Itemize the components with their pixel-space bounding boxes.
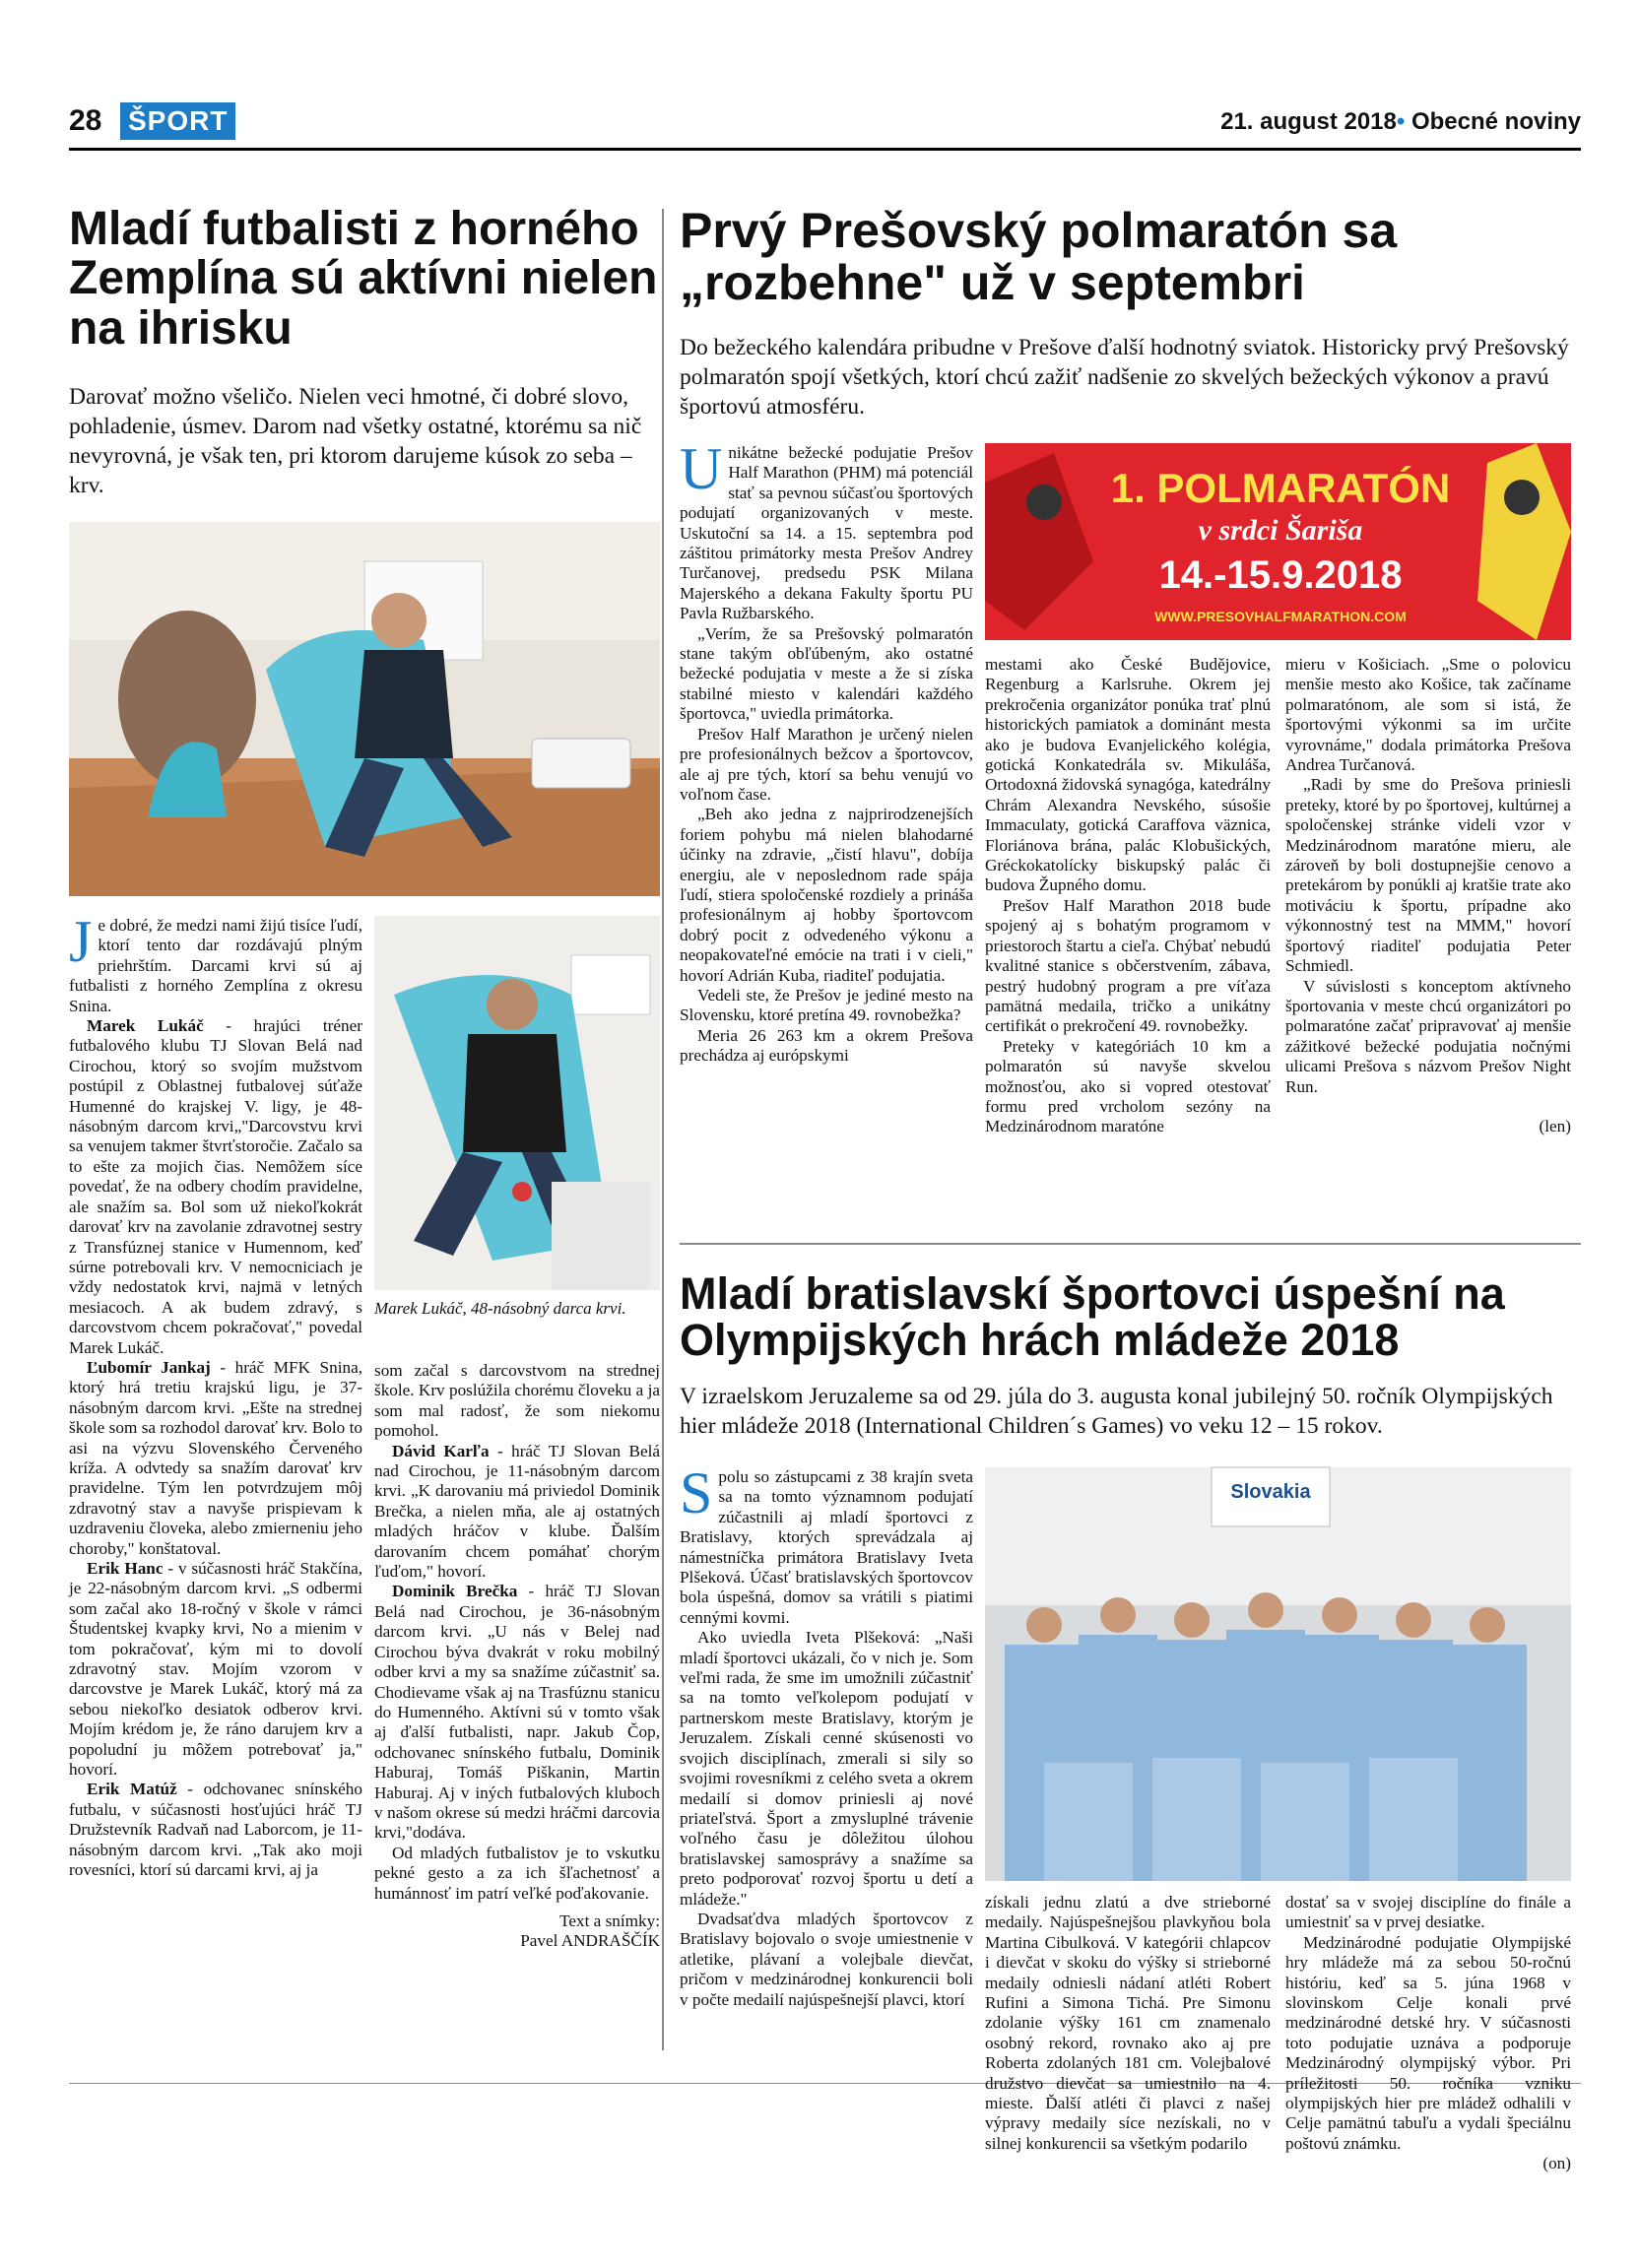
article2-title: Prvý Prešovský polmaratón sa „rozbehne" už v septembri (680, 203, 1398, 310)
article1-paragraph: som začal s darcovstvom na strednej škole. Krv poslúžila chorému človeku a ja som mal radosť, že som niekomu pomohol. (374, 1361, 660, 1441)
article2-paragraph: „Beh ako jedna z najprirodzenejších foriem pohybu má nielen blahodarné účinky na zdravie, „čistí hlavu", dobíja energiu, ale v neposlednom rade spája ľudí, stiera spoločenské rozdiely a prináša profesionálnym aj hobby športovcom dobrý pocit z odvedeného výkonu a neopakovateľné emócie na trati i v cieli," hovorí Adrián Kuba, riaditeľ podujatia. (680, 805, 973, 985)
article2-paragraph: V súvislosti s konceptom aktívneho športovania v meste chcú organizátori po polmaratóne začať pripravovať aj menšie zážitkové bežecké podujatia nočnými ulicami Prešova s názvom Prešov Night Run. (1285, 976, 1571, 1096)
page-header (69, 102, 1581, 150)
article2-column-2 (985, 655, 1271, 1221)
article2-paragraph: Prešov Half Marathon je určený nielen pre profesionálnych bežcov a športovcov, ale aj pre tých, ktorí sa behu venujú vo voľnom čase. (680, 724, 973, 804)
issue-date: 21. august 2018 (1220, 108, 1397, 135)
banner-title: 1. POLMARATÓN (1110, 465, 1451, 511)
article3-signature: (on) (1542, 2154, 1571, 2173)
polmaraton-banner (985, 443, 1571, 640)
bullet-icon: • (1396, 108, 1406, 135)
article3-lead: V izraelskom Jeruzaleme sa od 29. júla do 3. augusta konal jubilejný 50. ročník Olympijských hier mládeže 2018 (International Children´s Games) vo veku 12 – 15 rokov. (680, 1384, 1553, 1439)
banner-url: WWW.PRESOVHALFMARATHON.COM (1154, 609, 1407, 624)
article3-column-1 (680, 1460, 973, 2078)
article1-author: Pavel ANDRAŠČÍK (520, 1931, 660, 1951)
article3-paragraph: polu so zástupcami z 38 krajín sveta sa na tomto významnom podujatí zúčastnili aj mladí športovci z Bratislavy, ktorých sprevádzala aj námestníčka primátora Bratislavy Iveta Plšeková. Účasť bratislavských športovcov bola úspešná, domov sa vrátili s piatimi cennými kovmi. (680, 1467, 973, 1627)
article1-lead: Darovať možno všeličo. Nielen veci hmotné, či dobré slovo, pohladenie, úsmev. Darom nad všetky ostatné, ktorému sa nič nevyrovná, je však ten, pri ktorom darujeme kúsok zo seba – krv. (69, 384, 642, 498)
person-name: Erik Hanc (87, 1559, 164, 1578)
article1-paragraph: - hráč TJ Slovan Belá nad Cirochou, je 36-násobným darcom krvi. „U nás v Belej nad Cirochou býva dvakrát v roku mobilný odber krvi a my sa snažíme zúčastniť sa. Chodievame však aj na Trasfúznu stanicu do Humenného. Aktívni sú v tomto však aj ďalší futbalisti, napr. Jakub Čop, odchovanec snínského futbalu, Dominik Haburaj, Tomáš Piškanin, Martin Haburaj. Aj v iných futbalových kluboch v našom okrese sú medzi hráčmi darcovia krvi,"dodáva. (374, 1582, 661, 1843)
article1-paragraph: - hráč MFK Snina, ktorý hrá tretiu krajskú ligu, je 37-násobným darcom krvi. „Ešte na strednej škole som sa rozhodol darovať krv. Bolo to asi na výzvu Slovenského Červeného kríža. A odvtedy sa snažím darovať krv pravidelne. Tým len potvrdzujem môj zdravotný stav a navyše prispievam k uzdraveniu človeka, alebo zmierneniu jeho choroby," konštatoval. (69, 1357, 362, 1558)
blood-donation-photo-2 (374, 916, 660, 1290)
article3-title: Mladí bratislavskí športovci úspešní na Olympijských hrách mládeže 2018 (680, 1268, 1505, 1366)
article1-paragraph: - hrajúci tréner futbalového klubu TJ Slovan Belá nad Cirochou, ktorý so svojím mužstvom postúpil z Oblastnej futbalovej súťaže Humenné do krajskej V. ligy, je 48-násobným darcom krvi„"Darcovstvu krvi sa venujem takmer štvrťstoročie. Začalo sa to ešte za mojich čias. Nemôžem síce povedať, že na odbery chodím pravidelne, ale snažím sa. Bol som už niekoľkokrát darovať krv na zavolanie zdravotnej sestry z Transfúznej stanice v Humennom, keď súrne potrebovali krv. V nemocniciach je vždy nedostatok krvi, najmä v letných mesiacoch. A ak budem zdravý, s darcovstvom chcem pokračovať," povedal Marek Lukáč. (69, 1016, 362, 1357)
article2-paragraph: mestami ako České Budějovice, Regenburg a Karlsruhe. Okrem jej prekročenia organizátor ponúka trať plnú historických pamiatok a dominánt mesta ako je budova Evanjelického kolégia, gotická Konkatedrála sv. Mikuláša, Ortodoxná židovská synagóga, katedrálny Chrám Alexandra Nevského, súsošie Immaculaty, gotická Caraffova väznica, Floriánova brána, palác Klobušických, Gréckokatolícky biskupský palác či budova Župného domu. (985, 655, 1271, 895)
article2-paragraph: Meria 26 263 km a okrem Prešova prechádza aj európskymi (680, 1025, 973, 1066)
article1-paragraph: - v súčasnosti hráč Stakčína, je 22-násobným darcom krvi. „S odbermi som začal ako 18-ročný v škole v rámci Študentskej kvapky krvi, No a mienim v tom pokračovať, kým mi to dovolí zdravotný stav. Mojím vzorom v darcovstve je Marek Lukáč, ktorý má za sebou niekoľko desiatok odberov krvi. Mojím krédom je, že ráno darujem krv a popoludní ju môžem potrebovať ja," hovorí. (69, 1559, 363, 1780)
page-number: 28 (69, 104, 102, 137)
person-name: Dominik Brečka (392, 1582, 518, 1601)
article1-paragraph: - odchovanec snínského futbalu, v súčasnosti hosťujúci hráč TJ Družstevník Radvaň nad Laborcom, je 11-násobným darcom krvi. „Tak ako moji rovesníci, ktorí sú darcami krvi, aj ja (69, 1780, 362, 1880)
article2-paragraph: Preteky v kategóriách 10 km a polmaratón sú navyše skvelou možnosťou, ako si vopred otestovať formu pred vrcholom sezóny na Medzinárodnom maratóne (985, 1036, 1271, 1136)
article2-signature: (len) (1539, 1116, 1571, 1135)
article2-column-3 (1285, 655, 1571, 1236)
article3-column-2 (985, 1893, 1271, 2153)
issue-info (1220, 108, 1581, 136)
article2-paragraph: „Radi by sme do Prešova priniesli preteky, ktoré by po športovej, kultúrnej a spoločenskej stránke videli vzor v Medzinárodnom maratóne mieru, ale zároveň by boli dostupnejšie cenovo a pretekárom by ponúkli aj kratšie trate ako motiváciu k športu, prípadne ako výkonnostný test na MMM," hovorí športový riaditeľ podujatia Peter Schmiedl. (1285, 775, 1571, 976)
article2-drop-cap: U (680, 436, 723, 501)
article1-paragraph: - hráč TJ Slovan Belá nad Cirochou, je 11-násobným darcom krvi. „K darovaniu má priviedol Dominik Brečka, a nielen mňa, ale aj ostatných mladých hráčov v klube. Ďalším darovaním chcem pomáhať chorým ľuďom," hovorí. (374, 1441, 660, 1582)
article3-drop-cap: S (680, 1460, 713, 1525)
article3-paragraph: Dvadsaťdva mladých športovcov z Bratislavy bojovalo o svoje umiestnenie v atletike, plávaní a volejbale dievčat, pričom v medzinárodnej konkurencii boli v počte medailí najúspešnejší plavci, ktorí (680, 1909, 973, 2009)
article1-column-1 (69, 909, 363, 2078)
person-name: Marek Lukáč (87, 1016, 204, 1036)
article3-paragraph: dostať sa v svojej disciplíne do finále a umiestniť sa v prvej desiatke. (1285, 1893, 1571, 1932)
banner-date: 14.-15.9.2018 (1158, 553, 1403, 597)
blood-donation-photo-1 (69, 522, 660, 896)
article1-title: Mladí futbalisti z horného Zemplína sú aktívni nielen na ihrisku (69, 203, 658, 355)
section-label: ŠPORT (120, 102, 235, 140)
column-divider (662, 209, 664, 2050)
photo-sign-text: Slovakia (1230, 1481, 1311, 1503)
article2-paragraph: Prešov Half Marathon 2018 bude spojený aj s bohatým programom v priestoroch štartu a cieľa. Chýbať nebudú kvalitné stanice s občerstvením, zábava, pestrý hudobný program a pre víťaza pamätná medaila, tričko a unikátny certifikát o prekročení 49. rovnobežky. (985, 895, 1271, 1036)
article1-paragraph: e dobré, že medzi nami žijú tisíce ľudí, ktorí tento dar rozdávajú plným priehrštím. Darcami krvi sú aj futbalisti z horného Zemplína z okresu Snina. (69, 916, 362, 1015)
article2-paragraph: Vedeli ste, že Prešov je jediné mesto na Slovensku, ktoré pretína 49. rovnobežka? (680, 985, 973, 1025)
article3-column-3 (1285, 1893, 1571, 2173)
article2-column-1 (680, 436, 973, 1221)
article1-photo-caption: Marek Lukáč, 48-násobný darca krvi. (374, 1299, 626, 1318)
article1-drop-cap: J (69, 909, 93, 974)
header-rule (69, 148, 1581, 151)
article2-paragraph: mieru v Košiciach. „Sme o polovicu menšie mesto ako Košice, tak začíname polmaratónom, ale som si istá, že športovými výkonmi sa im určite vyrovnáme," dodala primátorka Prešova Andrea Turčanová. (1285, 655, 1571, 775)
article2-paragraph: „Verím, že sa Prešovský polmaratón stane takým obľúbeným, ako ostatné bežecké podujatia v meste a že si získa stabilné miesto v kalendári každého športovca," uviedla primátorka. (680, 623, 973, 724)
person-name: Erik Matúž (87, 1780, 177, 1799)
banner-subtitle: v srdci Šariša (1198, 514, 1363, 547)
person-name: Dávid Karľa (392, 1441, 490, 1460)
article1-paragraph: Od mladých futbalistov je to vskutku pekné gesto a za ich šľachetnosť a humánnosť im patrí veľké poďakovanie. (374, 1843, 660, 1903)
person-name: Ľubomír Jankaj (87, 1357, 211, 1377)
article3-paragraph: Ako uviedla Iveta Plšeková: „Naši mladí športovci ukázali, čo v nich je. Som veľmi rada, že sme im umožnili zúčastniť sa na tomto veľkolepom podujatí v partnerskom meste Bratislavy, ktorým je Jeruzalem. Získali cenné skúsenosti vo svojich disciplínach, zmerali si sily so svojimi rovesníkmi z celého sveta a okrem medailí si domov priniesli aj nové priateľstvá. Šport a zmysluplné trávenie voľného času je dôležitou úlohou bratislavskej samosprávy a snažíme sa preto podporovať rozvoj športu u detí a mládeže." (680, 1628, 973, 1909)
article2-lead: Do bežeckého kalendára pribudne v Prešove ďalší hodnotný sviatok. Historicky prvý Prešovský polmaratón spojí všetkých, ktorí chcú zažiť nadšenie zo skvelých bežeckých výkonov a pravú športovú atmosféru. (680, 335, 1569, 420)
article1-column-2 (374, 1361, 660, 2070)
article3-paragraph: Medzinárodné podujatie Olympijské hry mládeže má za sebou 50-ročnú históriu, keď sa 5. júna 1968 v slovinskom Celje konali prvé medzinárodné detské hry. V súčasnosti toto podujatie uznáva a podporuje Medzinárodný olympijský výbor. Pri príležitosti 50. ročníka vzniku olympijských hier pre mládež odhalili v Celje pamätnú tabuľu a vydali špeciálnu poštovú známku. (1285, 1932, 1571, 2153)
publication-name: Obecné noviny (1410, 108, 1581, 135)
article-divider (680, 1243, 1581, 1245)
article2-paragraph: nikátne bežecké podujatie Prešov Half Marathon (PHM) má potenciál stať sa pevnou súčasťou športových podujatí organizovaných v meste. Uskutoční sa 14. a 15. septembra pod záštitou primátorky mesta Prešov Andrey Turčanovej, predsedu PSK Milana Majerského a dekana Fakulty športu PU Pavla Ružbarského. (680, 443, 973, 623)
article3-paragraph: získali jednu zlatú a dve strieborné medaily. Najúspešnejšou plavkyňou bola Martina Cibulková. V kategórii chlapcov i dievčat v skoku do výšky si strieborné medaily odniesli nádaní atléti Robert Rufini a Simona Tichá. Pre Simonu zdolanie výšky 161 cm znamenalo osobný rekord, rovnako ako aj pre Roberta zdolaných 181 cm. Volejbalové družstvo dievčat sa umiestnilo na 4. mieste. Ďalší atléti či plavci z našej výpravy medaily síce nezískali, no v silnej konkurencii sa všetkým podarilo (985, 1893, 1271, 2153)
article1-credit: Text a snímky: (559, 1911, 660, 1930)
team-photo (985, 1467, 1571, 1881)
